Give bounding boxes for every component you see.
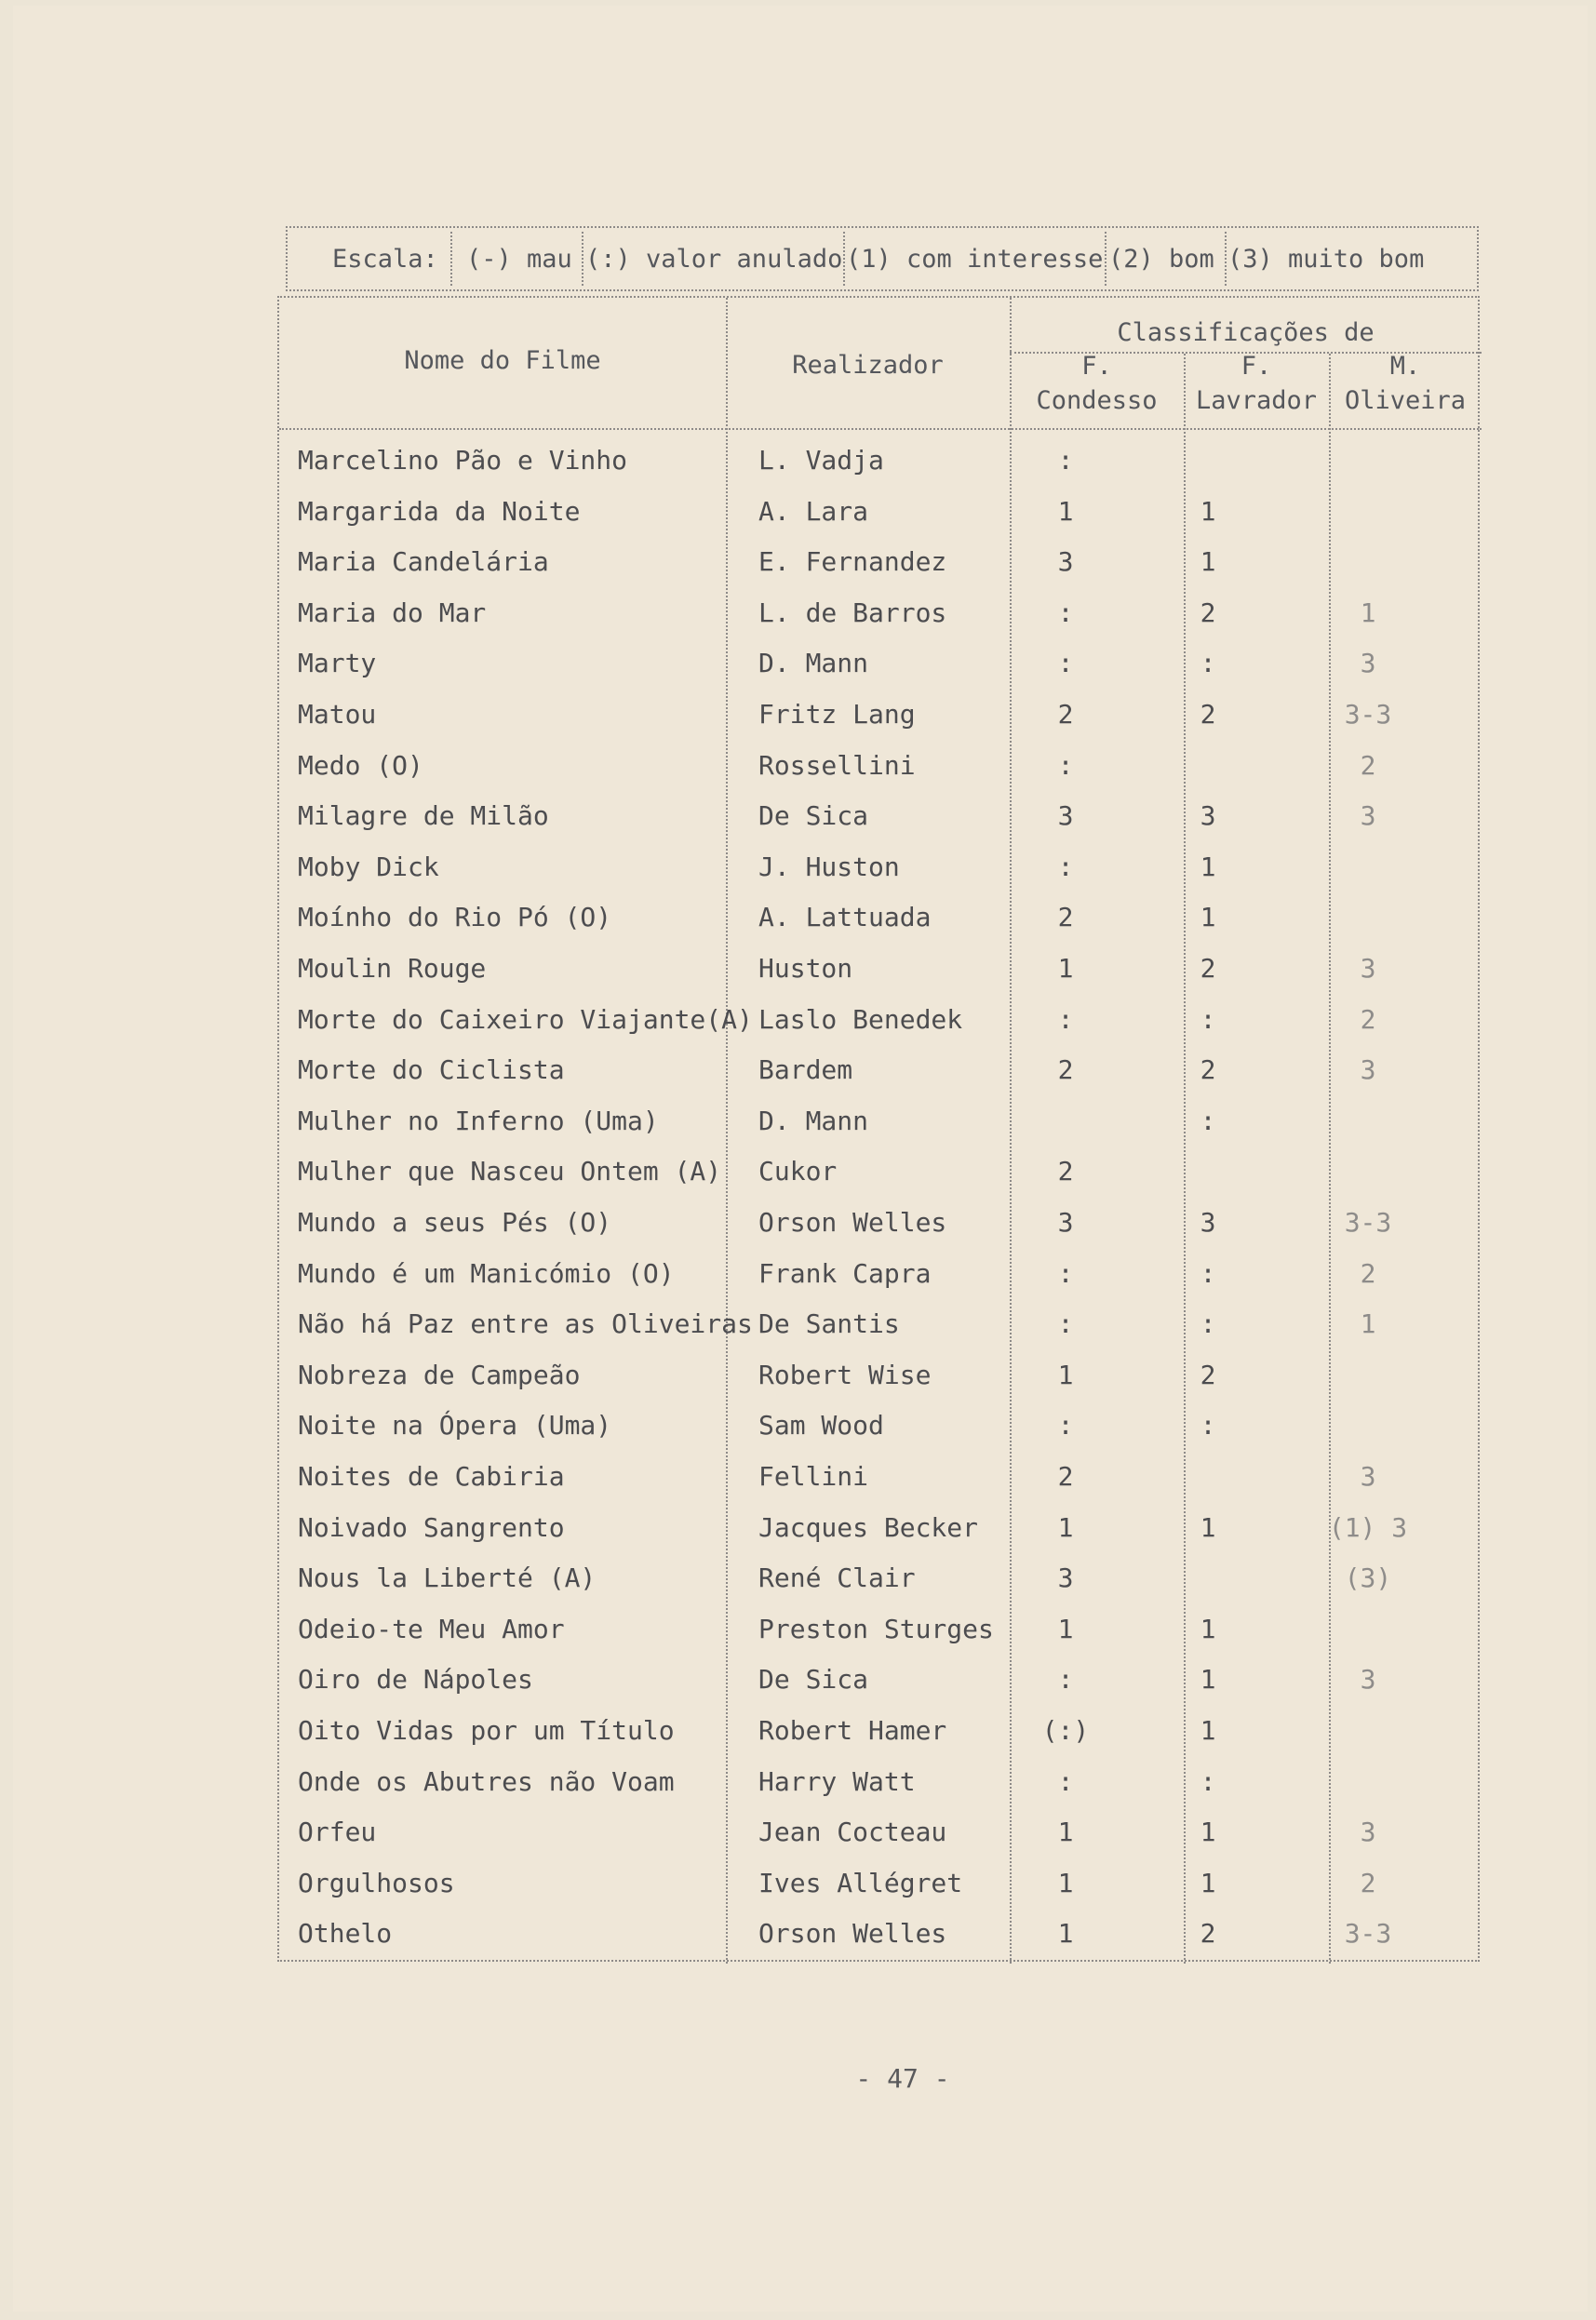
director-cell: D. Mann [758, 648, 869, 679]
director-cell: L. Vadja [758, 445, 884, 476]
rating-lavrador-cell: 3 [1200, 800, 1216, 832]
table-row [279, 953, 1482, 1003]
table-row [279, 496, 1482, 546]
table-row [279, 1817, 1482, 1867]
rating-condesso-cell: 1 [1057, 1817, 1074, 1848]
film-name-cell: Morte do Ciclista [298, 1054, 565, 1086]
rating-condesso-cell: 2 [1057, 1461, 1074, 1492]
table-row [279, 1360, 1482, 1410]
film-ratings-table [277, 296, 1480, 1962]
rating-condesso-cell: 1 [1057, 1867, 1074, 1898]
film-name-cell: Maria Candelária [298, 546, 549, 578]
legend-divider [1225, 232, 1227, 286]
film-name-cell: Noites de Cabiria [298, 1461, 565, 1492]
table-row [279, 1207, 1482, 1257]
film-name-cell: Mundo a seus Pés (O) [298, 1207, 612, 1238]
rating-condesso-cell: : [1057, 1765, 1074, 1797]
rating-condesso-cell: 2 [1057, 1156, 1074, 1187]
director-cell: Ives Allégret [758, 1867, 963, 1898]
film-name-cell: Não há Paz entre as Oliveiras [298, 1308, 753, 1340]
director-cell: Jacques Becker [758, 1511, 979, 1543]
film-name-cell: Odeio-te Meu Amor [298, 1613, 565, 1644]
film-name-cell: Moby Dick [298, 851, 439, 882]
rating-lavrador-cell: 3 [1200, 1207, 1216, 1238]
table-row [279, 1258, 1482, 1308]
rating-scale-legend [286, 226, 1479, 291]
rating-lavrador-cell: 1 [1200, 851, 1216, 882]
rating-condesso-cell: 3 [1057, 1207, 1074, 1238]
rating-oliveira-cell: 2 [1360, 1257, 1376, 1289]
table-row [279, 1562, 1482, 1613]
rating-condesso-cell: 3 [1057, 1562, 1074, 1594]
rating-condesso-cell: 2 [1057, 1054, 1074, 1086]
film-name-cell: Mulher no Inferno (Uma) [298, 1105, 659, 1136]
director-cell: L. de Barros [758, 597, 947, 628]
director-cell: Cukor [758, 1156, 838, 1187]
film-name-cell: Margarida da Noite [298, 495, 581, 527]
director-cell: De Sica [758, 800, 869, 832]
director-cell: Orson Welles [758, 1207, 947, 1238]
rating-oliveira-cell: 3-3 [1344, 1918, 1392, 1950]
rating-lavrador-cell: 2 [1200, 1359, 1216, 1390]
header-mo-name: Oliveira [1344, 386, 1467, 415]
director-cell: Rossellini [758, 749, 916, 781]
rating-condesso-cell: 1 [1057, 1511, 1074, 1543]
rating-lavrador-cell: 1 [1200, 1613, 1216, 1644]
rating-lavrador-cell: : [1200, 1410, 1216, 1442]
rating-condesso-cell: 1 [1057, 1613, 1074, 1644]
table-row [279, 699, 1482, 749]
director-cell: Laslo Benedek [758, 1003, 963, 1035]
director-cell: Orson Welles [758, 1918, 947, 1950]
rating-oliveira-cell: 3-3 [1344, 1207, 1392, 1238]
rating-condesso-cell: : [1057, 445, 1074, 476]
rating-condesso-cell: 1 [1057, 953, 1074, 984]
legend-interesse: (1) com interesse [846, 245, 1104, 274]
rating-condesso-cell: 1 [1057, 1918, 1074, 1950]
film-name-cell: Nobreza de Campeão [298, 1359, 581, 1390]
film-name-cell: Othelo [298, 1918, 393, 1950]
director-cell: Frank Capra [758, 1257, 932, 1289]
legend-divider [582, 232, 583, 286]
director-cell: Preston Sturges [758, 1613, 994, 1644]
director-cell: De Santis [758, 1308, 900, 1340]
table-row [279, 1461, 1482, 1511]
rating-condesso-cell: 3 [1057, 546, 1074, 578]
table-row [279, 800, 1482, 851]
film-name-cell: Matou [298, 699, 377, 730]
rating-condesso-cell: : [1057, 1410, 1074, 1442]
rating-lavrador-cell: 1 [1200, 1817, 1216, 1848]
rating-oliveira-cell: 2 [1360, 1003, 1376, 1035]
film-name-cell: Moínho do Rio Pó (O) [298, 902, 612, 933]
rating-lavrador-cell: 2 [1200, 953, 1216, 984]
director-cell: Jean Cocteau [758, 1817, 947, 1848]
rating-condesso-cell: : [1057, 1257, 1074, 1289]
rating-condesso-cell: : [1057, 648, 1074, 679]
film-name-cell: Noivado Sangrento [298, 1511, 565, 1543]
table-row [279, 1918, 1482, 1968]
table-row [279, 648, 1482, 698]
legend-divider [1105, 232, 1106, 286]
rating-condesso-cell: 2 [1057, 699, 1074, 730]
rating-oliveira-cell: 1 [1360, 1308, 1376, 1340]
film-name-cell: Maria do Mar [298, 597, 487, 628]
film-name-cell: Orfeu [298, 1817, 377, 1848]
rating-condesso-cell: 1 [1057, 495, 1074, 527]
director-cell: Huston [758, 953, 853, 984]
director-cell: Fritz Lang [758, 699, 916, 730]
rating-lavrador-cell: 1 [1200, 495, 1216, 527]
director-cell: Bardem [758, 1054, 853, 1086]
rating-oliveira-cell: 3 [1360, 800, 1376, 832]
director-cell: René Clair [758, 1562, 916, 1594]
film-name-cell: Nous la Liberté (A) [298, 1562, 597, 1594]
table-row [279, 1614, 1482, 1664]
rating-lavrador-cell: 1 [1200, 902, 1216, 933]
film-name-cell: Onde os Abutres não Voam [298, 1765, 675, 1797]
table-row [279, 902, 1482, 952]
film-name-cell: Mulher que Nasceu Ontem (A) [298, 1156, 722, 1187]
header-film-name: Nome do Filme [404, 346, 601, 375]
table-row [279, 445, 1482, 495]
header-fc-initial: F. [1081, 352, 1112, 381]
legend-muito-bom: (3) muito bom [1227, 245, 1425, 274]
legend-divider [450, 232, 452, 286]
header-fl-name: Lavrador [1195, 386, 1318, 415]
rating-oliveira-cell: 2 [1360, 1867, 1376, 1898]
rating-condesso-cell: : [1057, 1664, 1074, 1696]
table-row [279, 1766, 1482, 1817]
film-name-cell: Marcelino Pão e Vinho [298, 445, 628, 476]
rating-oliveira-cell: 1 [1360, 597, 1376, 628]
rating-lavrador-cell: 2 [1200, 1054, 1216, 1086]
film-name-cell: Noite na Ópera (Uma) [298, 1410, 612, 1442]
table-row [279, 1512, 1482, 1562]
film-name-cell: Moulin Rouge [298, 953, 487, 984]
rating-condesso-cell: : [1057, 1308, 1074, 1340]
rating-oliveira-cell: (3) [1344, 1562, 1392, 1594]
film-name-cell: Orgulhosos [298, 1867, 455, 1898]
rating-lavrador-cell: 2 [1200, 1918, 1216, 1950]
rating-condesso-cell: 1 [1057, 1359, 1074, 1390]
legend-divider [843, 232, 845, 286]
header-classificacoes: Classificações de [1117, 318, 1375, 347]
film-name-cell: Milagre de Milão [298, 800, 549, 832]
rating-lavrador-cell: : [1200, 1308, 1216, 1340]
table-row [279, 1664, 1482, 1714]
director-cell: E. Fernandez [758, 546, 947, 578]
header-fc-name: Condesso [1036, 386, 1158, 415]
film-name-cell: Oiro de Nápoles [298, 1664, 533, 1696]
rating-oliveira-cell: 3 [1360, 648, 1376, 679]
director-cell: Fellini [758, 1461, 869, 1492]
rating-oliveira-cell: 3 [1360, 953, 1376, 984]
table-row [279, 1715, 1482, 1765]
director-cell: Robert Wise [758, 1359, 932, 1390]
legend-bom: (2) bom [1108, 245, 1214, 274]
rating-condesso-cell: : [1057, 1003, 1074, 1035]
header-fl-initial: F. [1241, 352, 1272, 381]
film-name-cell: Marty [298, 648, 377, 679]
rating-lavrador-cell: : [1200, 1257, 1216, 1289]
film-name-cell: Morte do Caixeiro Viajante(A) [298, 1003, 753, 1035]
film-name-cell: Mundo é um Manicómio (O) [298, 1257, 675, 1289]
rating-oliveira-cell: 3 [1360, 1817, 1376, 1848]
legend-mau: (-) mau [466, 245, 572, 274]
director-cell: J. Huston [758, 851, 900, 882]
film-name-cell: Medo (O) [298, 749, 423, 781]
rating-lavrador-cell: 1 [1200, 546, 1216, 578]
table-row [279, 597, 1482, 648]
rating-oliveira-cell: 3 [1360, 1054, 1376, 1086]
rating-oliveira-cell: 3 [1360, 1664, 1376, 1696]
table-row [279, 852, 1482, 902]
rating-lavrador-cell: 1 [1200, 1867, 1216, 1898]
rating-oliveira-cell: 3 [1360, 1461, 1376, 1492]
director-cell: Harry Watt [758, 1765, 916, 1797]
rating-oliveira-cell: (1) 3 [1328, 1511, 1408, 1543]
header-mo-initial: M. [1389, 352, 1421, 381]
header-director: Realizador [792, 351, 944, 380]
rating-lavrador-cell: 2 [1200, 699, 1216, 730]
rating-condesso-cell: : [1057, 851, 1074, 882]
director-cell: Sam Wood [758, 1410, 884, 1442]
director-cell: Robert Hamer [758, 1715, 947, 1746]
rating-lavrador-cell: : [1200, 1105, 1216, 1136]
rating-lavrador-cell: 1 [1200, 1511, 1216, 1543]
page-number: - 47 - [855, 2063, 950, 2094]
director-cell: A. Lattuada [758, 902, 932, 933]
table-row [279, 1106, 1482, 1156]
film-name-cell: Oito Vidas por um Título [298, 1715, 675, 1746]
rating-condesso-cell: : [1057, 597, 1074, 628]
legend-anulado: (:) valor anulado [585, 245, 843, 274]
rating-condesso-cell: : [1057, 749, 1074, 781]
director-cell: D. Mann [758, 1105, 869, 1136]
table-row [279, 750, 1482, 800]
table-row [279, 1308, 1482, 1359]
rating-oliveira-cell: 3-3 [1344, 699, 1392, 730]
legend-label: Escala: [332, 245, 438, 274]
rating-condesso-cell: 2 [1057, 902, 1074, 933]
rating-lavrador-cell: : [1200, 1765, 1216, 1797]
rating-condesso-cell: (:) [1041, 1715, 1090, 1746]
rating-lavrador-cell: 1 [1200, 1715, 1216, 1746]
table-row [279, 1004, 1482, 1054]
table-row [279, 1156, 1482, 1206]
rating-oliveira-cell: 2 [1360, 749, 1376, 781]
director-cell: De Sica [758, 1664, 869, 1696]
table-row [279, 1410, 1482, 1460]
table-row [279, 1868, 1482, 1918]
header-divider [279, 428, 1482, 430]
rating-lavrador-cell: 1 [1200, 1664, 1216, 1696]
table-row [279, 1054, 1482, 1105]
table-row [279, 546, 1482, 597]
rating-condesso-cell: 3 [1057, 800, 1074, 832]
rating-lavrador-cell: : [1200, 648, 1216, 679]
rating-lavrador-cell: : [1200, 1003, 1216, 1035]
rating-lavrador-cell: 2 [1200, 597, 1216, 628]
director-cell: A. Lara [758, 495, 869, 527]
